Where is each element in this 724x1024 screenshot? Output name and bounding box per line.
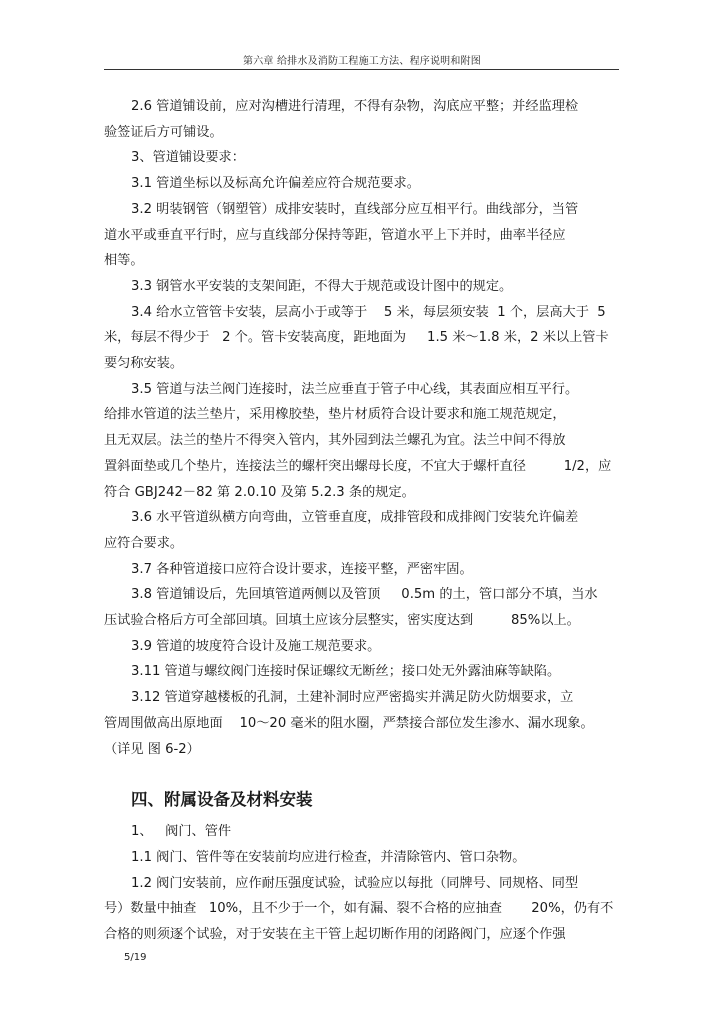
text-line: 1.1 阀门、管件等在安装前均应进行检查，并清除管内、管口杂物。 [131, 849, 526, 865]
text-line: 3.1 管道坐标以及标高允许偏差应符合规范要求。 [131, 176, 420, 192]
text-line: 要匀称安装。 [104, 356, 184, 372]
text-line: 3.2 明装钢管（钢塑管）成排安装时，直线部分应互相平行。曲线部分，当管 [131, 201, 579, 217]
text-line: 应符合要求。 [104, 535, 184, 551]
text-line: 2.6 管道铺设前，应对沟槽进行清理，不得有杂物，沟底应平整；并经监理检 [131, 99, 579, 114]
text-line: 3、管道铺设要求： [131, 150, 245, 166]
paragraph-1-1 [104, 845, 624, 871]
text-line: 3.11 管道与螺纹阀门连接时保证螺纹无断丝；接口处无外露油麻等缺陷。 [131, 664, 561, 680]
text-line: 3.3 钢管水平安装的支架间距，不得大于规范或设计图中的规定。 [131, 278, 513, 294]
text-line: 3.6 水平管道纵横方向弯曲，立管垂直度，成排管段和成排阀门安装允许偏差 [131, 510, 579, 526]
paragraph-3-6 [104, 505, 624, 556]
figure-reference: （详见 图 6-2） [104, 741, 200, 757]
text-line: 合格的则须逐个试验，对于安装在主干管上起切断作用的闭路阀门，应逐个作强 [104, 927, 566, 943]
text-line: 且无双层。法兰的垫片不得突入管内，其外园到法兰螺孔为宜。法兰中间不得放 [104, 433, 566, 449]
heading-3-pipe-laying-requirements [104, 145, 624, 171]
paragraph-3-9 [104, 634, 624, 660]
text-line: 验签证后方可铺设。 [104, 124, 223, 140]
text-line: 置斜面垫或几个垫片，连接法兰的螺杆突出螺母长度，不宜大于螺杆直径 1/2，应 [104, 458, 612, 474]
text-line: 3.5 管道与法兰阀门连接时，法兰应垂直于管子中心线，其表面应相互平行。 [131, 381, 579, 397]
text-line: 给排水管道的法兰垫片，采用橡胶垫，垫片材质符合设计要求和施工规范规定， [104, 407, 566, 423]
paragraph-3-3 [104, 274, 624, 300]
document-body [104, 94, 624, 948]
section-heading: 四、附属设备及材料安装 [131, 790, 313, 810]
paragraph-2-6 [104, 94, 624, 145]
paragraph-3-12 [104, 685, 624, 762]
text-line: 相等。 [104, 253, 144, 269]
page-number: 5/19 [124, 952, 147, 963]
text-line: 米，每层不得少于 2 个。管卡安装高度，距地面为 1.5 米～1.8 米，2 米以上管卡 [104, 330, 609, 346]
text-line: 符合 GBJ242－82 第 2.0.10 及第 5.2.3 条的规定。 [104, 484, 415, 500]
page-header: 第六章 给排水及消防工程施工方法、程序说明和附图 [243, 56, 481, 67]
text-line: 3.12 管道穿越楼板的孔洞，土建补洞时应严密捣实并满足防火防烟要求，立 [131, 690, 574, 706]
text-line: 压试验合格后方可全部回填。回填土应该分层整实，密实度达到 85%以上。 [104, 613, 580, 629]
text-line: 号）数量中抽查 10%，且不少于一个，如有漏、裂不合格的应抽查 20%，仍有不 [104, 901, 614, 917]
header-divider [104, 69, 619, 70]
paragraph-3-4 [104, 300, 624, 377]
text-line: 3.7 各种管道接口应符合设计要求，连接平整，严密牢固。 [131, 561, 473, 577]
paragraph-3-7 [104, 557, 624, 583]
paragraph-3-5 [104, 377, 624, 506]
paragraph-3-2 [104, 197, 624, 274]
paragraph-3-11 [104, 659, 624, 685]
paragraph-3-8 [104, 582, 624, 633]
text-line: 3.4 给水立管管卡安装，层高小于或等于 5 米，每层须安装 1 个，层高大于 5 [131, 304, 606, 320]
paragraph-3-1 [104, 171, 624, 197]
text-line: 3.8 管道铺设后，先回填管道两侧以及管顶 0.5m 的土，管口部分不填，当水 [131, 587, 598, 603]
text-line: 3.9 管道的坡度符合设计及施工规范要求。 [131, 638, 381, 654]
paragraph-1-2 [104, 871, 624, 948]
text-line: 1.2 阀门安装前，应作耐压强度试验，试验应以每批（同牌号、同规格、同型 [131, 875, 579, 891]
text-line: 道水平或垂直平行时，应与直线部分保持等距，管道水平上下并时，曲率半径应 [104, 227, 566, 243]
subsection-heading: 1、 阀门、管件 [131, 824, 232, 840]
text-line: 管周围做高出原地面 10～20 毫米的阻水圈，严禁接合部位发生渗水、漏水现象。 [104, 715, 594, 731]
